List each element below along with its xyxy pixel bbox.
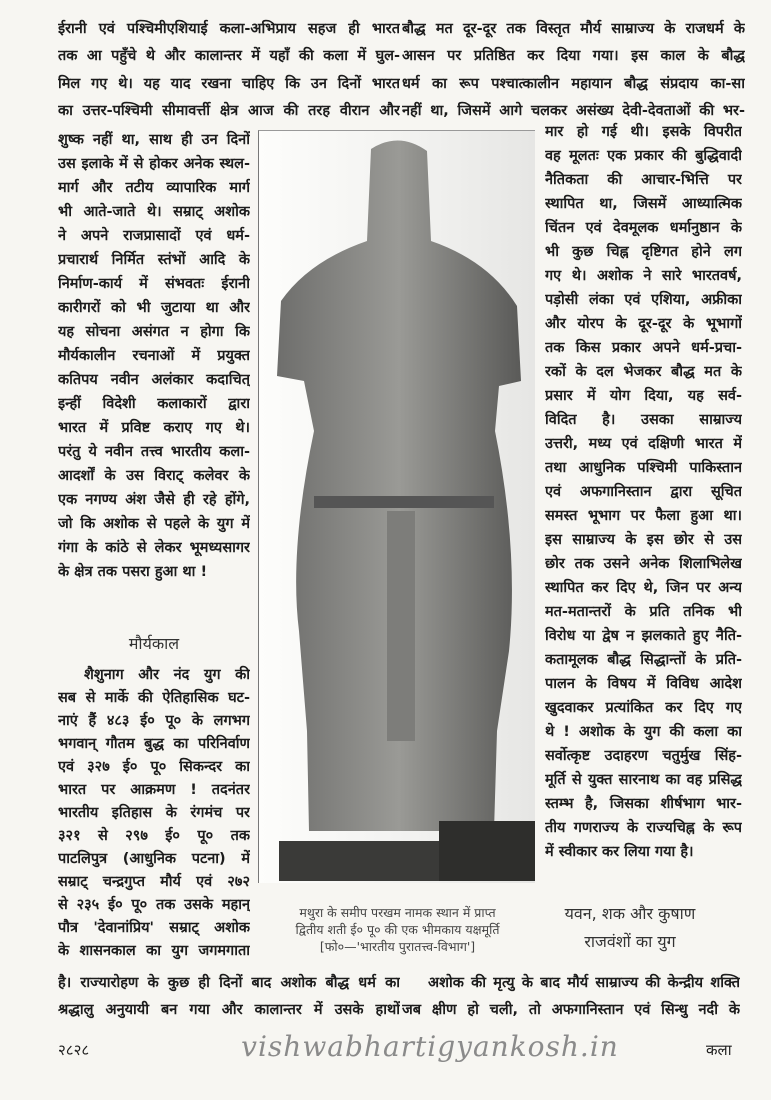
text-line: एवं ३२७ ई० पू० सिकन्दर का [58,759,250,775]
text-line: रकों के दल भेजकर बौद्ध मत के [545,364,742,380]
text-line: मार्ग और तटीय व्यापारिक मार्ग [58,180,250,196]
caption-credit: [फो०—'भारतीय पुरातत्त्व-विभाग'] [319,939,476,954]
left-column-bottom [58,970,400,1025]
text-line: प्रसार में योग दिया, यह सर्व- [545,388,742,404]
text-line: वह मूलतः एक प्रकार की बुद्धिवादी [545,148,742,164]
text-line: धर्म का रूप पश्चात्कालीन महायान बौद्ध संप्रदाय का-सा [402,75,745,92]
text-line: भारत पर आक्रमण ! तदनंतर [58,782,250,798]
text-line: खुदवाकर प्रत्यांकित कर दिए गए [545,700,742,716]
text-line: तक किस प्रकार अपने धर्म-प्रचा- [545,340,742,356]
text-line: थे ! अशोक के युग की कला का [545,724,742,740]
text-line: का उत्तर-पश्चिमी सीमावर्त्ती क्षेत्र आज की तरह वीरान और [58,103,400,120]
text-line: एक नगण्य अंश जैसे ही रहे होंगे, [58,492,250,508]
text-line: है। राज्यारोहण के कुछ ही दिनों बाद अशोक बौद्ध धर्म का [58,975,400,991]
text-line: नहीं था, जिसमें आगे चलकर असंख्य देवी-देवताओं की भर- [402,103,745,120]
text-line: पाटलिपुत्र (आधुनिक पटना) में [58,851,250,867]
text-line: गंगा के कांठे से लेकर भूमध्यसागर [58,540,250,556]
text-line: आसन पर प्रतिष्ठित कर दिया गया। इस काल के बौद्ध [402,48,745,65]
caption-line: मथुरा के समीप परखम नामक स्थान में प्राप्त [299,905,496,920]
text-line: बौद्ध मत दूर-दूर तक विस्तृत मौर्य साम्राज्य के राजधर्म के [402,21,745,37]
section-heading-yavana [545,900,715,956]
text-line: चिंतन एवं देवमूलक धर्मानुष्ठान के [545,220,742,236]
heading-line: यवन, शक और कुषाण [564,904,696,923]
yaksha-statue-photo [258,130,535,883]
text-line: निर्माण-कार्य में संभवतः ईरानी [58,276,250,292]
statue-image [259,131,535,883]
left-column-top [58,16,400,126]
text-line: सम्राट् चन्द्रगुप्त मौर्य एवं २७२ [58,874,250,890]
text-line: विदित है। उसका साम्राज्य [545,412,742,428]
text-line: के क्षेत्र तक पसरा हुआ था ! [58,564,208,580]
text-line: यह सोचना असंगत न होगा कि [58,324,250,340]
text-line: ने अपने राजप्रासादों एवं धर्म- [58,228,250,244]
text-line: पड़ोसी लंका एवं एशिया, अफ्रीका [545,292,742,308]
text-line: ईरानी एवं पश्चिमीएशियाई कला-अभिप्राय सहज ही भारत [58,21,400,37]
text-line: भारत में प्रविष्ट कराए गए थे। [58,420,250,436]
text-line: सब से मार्के की ऐतिहासिक घट- [58,690,250,706]
text-line: जो कि अशोक से पहले के युग में [58,516,250,532]
text-line: कतिपय नवीन अलंकार कदाचित् [58,372,250,388]
heading-line: राजवंशों का युग [584,932,676,951]
text-line: तक आ पहुँचे थे और कालान्तर में यहाँ की कला में घुल- [58,48,400,65]
text-line: छोर तक उसने अनेक शिलाभिलेख [545,556,742,572]
text-line: मूर्ति से युक्त सारनाथ का वह प्रसिद्ध [545,772,742,788]
text-line: में स्वीकार कर लिया गया है। [545,844,694,860]
figure-caption [255,904,540,955]
text-line: परंतु ये नवीन तत्त्व भारतीय कला- [58,444,250,460]
section-name: कला [706,1041,732,1059]
text-line: विरोध या द्वेष न झलकाते हुए नैति- [545,628,742,644]
text-line: भी कुछ चिह्न दृष्टिगत होने लग [545,244,742,260]
text-line: तीय गणराज्य के राज्यचिह्न के रूप [545,820,742,836]
text-line: मत-मतान्तरों के प्रति तनिक भी [545,604,742,620]
page-number: २८२८ [58,1041,90,1059]
text-line: पौत्र 'देवानांप्रिय' सम्राट् अशोक [58,920,250,936]
text-line: तथा आधुनिक पश्चिमी पाकिस्तान [545,460,742,476]
text-line: श्रद्धालु अनुयायी बन गया और कालान्तर में उसके हाथों [58,1002,400,1019]
text-line: स्थापित था, जिसमें आध्यात्मिक [545,196,742,212]
text-line: नैतिकता की आचार-भित्ति पर [545,172,742,188]
text-line: भी आते-जाते थे। सम्राट् अशोक [58,204,250,220]
text-line: एवं अफगानिस्तान द्वारा सूचित [545,484,742,500]
text-line: प्रचारार्थ निर्मित स्तंभों आदि के [58,252,250,268]
text-line: उस इलाके में से होकर अनेक स्थल- [58,156,250,172]
text-line: जब क्षीण हो चली, तो अफगानिस्तान एवं सिन्धु नदी के [402,1002,740,1019]
text-line: स्थापित कर दिए थे, जिन पर अन्य [545,580,742,596]
text-line: इन्हीं विदेशी कलाकारों द्वारा [58,396,250,412]
text-line: उत्तरी, मध्य एवं दक्षिणी भारत में [545,436,742,452]
text-line: मौर्यकालीन रचनाओं में प्रयुक्त [58,348,250,364]
text-line: भगवान् गौतम बुद्ध का परिनिर्वाण [58,736,250,752]
text-line: शुष्क नहीं था, साथ ही उन दिनों [58,132,250,148]
text-line: सर्वोत्कृष्ट उदाहरण चतुर्मुख सिंह- [545,748,742,764]
text-line: गए थे। अशोक ने सारे भारतवर्ष, [545,268,742,284]
text-line: पालन के विषय में विविध आदेश [545,676,742,692]
text-line: से २३५ ई० पू० तक उसके महान् [58,897,250,913]
text-line: मार हो गई थी। इसके विपरीत [545,124,742,140]
maurya-section-text [58,664,250,963]
left-column-narrow [58,128,250,584]
text-line: समस्त भूभाग पर फैला हुआ था। [545,508,742,524]
text-line: इस साम्राज्य के इस छोर से उस [545,532,742,548]
text-line: शैशुनाग और नंद युग की [84,667,250,683]
text-line: कारीगरों को भी जुटाया था और [58,300,250,316]
caption-line: द्वितीय शती ई० पू० की एक भीमकाय यक्षमूर्ति [295,922,500,937]
text-line: मिल गए थे। यह याद रखना चाहिए कि उन दिनों भारत [58,75,400,92]
text-line: अशोक की मृत्यु के बाद मौर्य साम्राज्य की केन्द्रीय शक्ति [428,975,740,991]
text-line: आदर्शों के उस विराट् कलेवर के [58,468,250,484]
section-heading-maurya: मौर्यकाल [128,634,180,653]
text-line: के शासनकाल का युग जगमगाता [58,943,250,959]
right-column-top [402,16,745,126]
text-line: भारतीय इतिहास के रंगमंच पर [58,805,250,821]
watermark: vishwabhartigyankosh.in [241,1030,619,1063]
text-line: नाएं हैं ४८३ ई० पू० के लगभग [58,713,250,729]
right-column-narrow [545,120,742,864]
text-line: और योरप के दूर-दूर के भूभागों [545,316,742,332]
text-line: ३२१ से २९७ ई० पू० तक [58,828,250,844]
text-line: स्तम्भ है, जिसका शीर्षभाग भार- [545,796,742,812]
right-column-bottom [402,970,740,1025]
text-line: कतामूलक बौद्ध सिद्धान्तों के प्रति- [545,652,742,668]
